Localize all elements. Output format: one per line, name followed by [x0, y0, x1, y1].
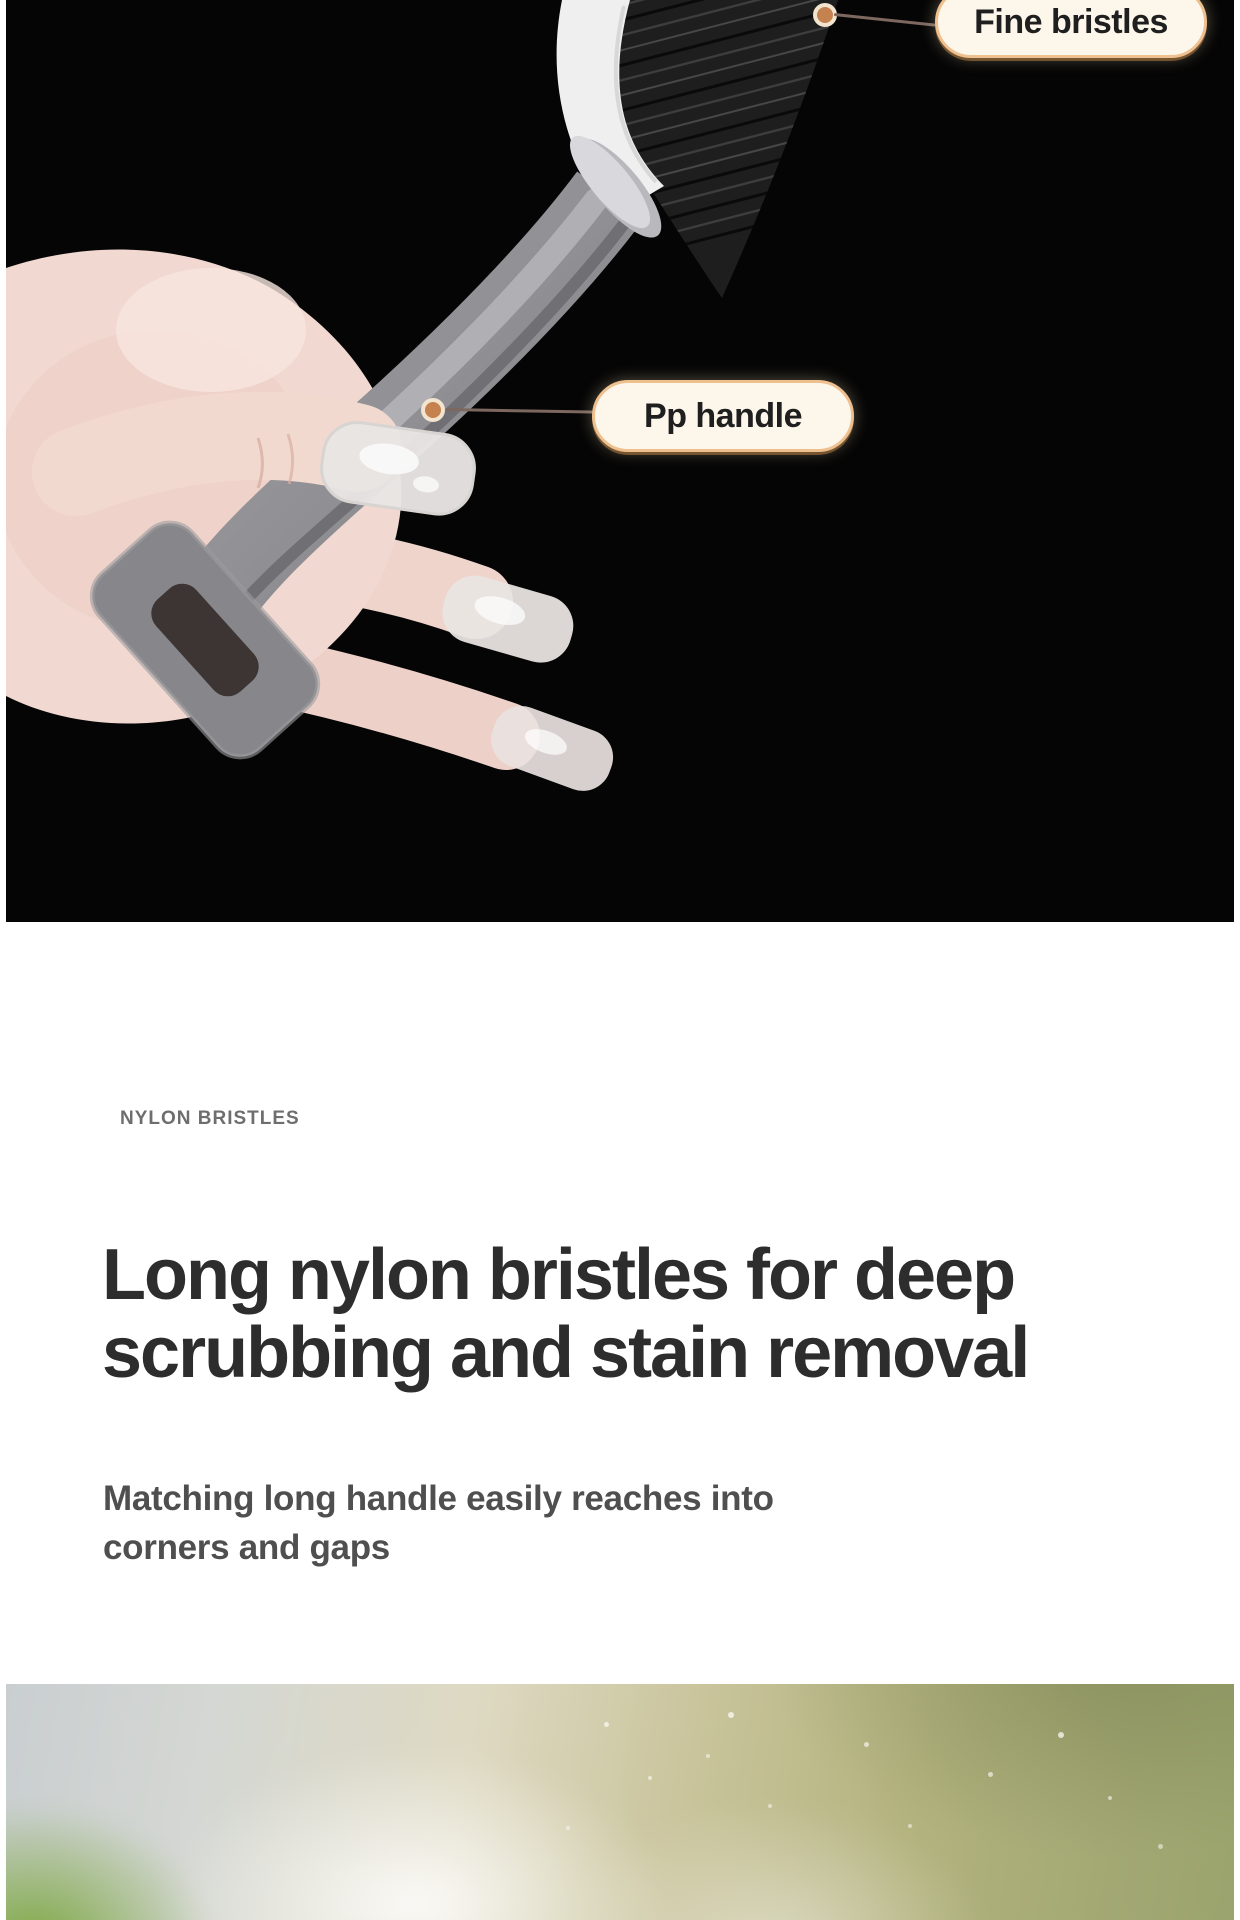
water-droplet	[768, 1804, 772, 1808]
water-droplet	[706, 1754, 710, 1758]
water-droplet	[1108, 1796, 1112, 1800]
heading-line-2: scrubbing and stain removal	[102, 1313, 1029, 1393]
pp-handle-label-text: Pp handle	[644, 396, 802, 435]
pp-handle-callout-label	[592, 380, 854, 452]
section-heading	[102, 1236, 1028, 1392]
blurred-scene	[6, 1684, 1234, 1920]
water-droplet	[604, 1722, 609, 1727]
lifestyle-photo-blurred-window	[6, 1684, 1234, 1920]
water-droplet	[1158, 1844, 1163, 1849]
section-eyebrow: NYLON BRISTLES	[120, 1108, 300, 1129]
fine-bristles-callout-label	[935, 0, 1207, 58]
heading-line-1: Long nylon bristles for deep	[102, 1235, 1015, 1315]
water-droplet	[864, 1742, 869, 1747]
section-subtext	[103, 1474, 774, 1572]
subtext-line-1: Matching long handle easily reaches into	[103, 1479, 774, 1518]
water-droplet	[648, 1776, 652, 1780]
water-droplet	[728, 1712, 734, 1718]
water-droplet	[988, 1772, 993, 1777]
water-droplet	[1058, 1732, 1064, 1738]
fine-bristles-label-text: Fine bristles	[974, 2, 1168, 41]
water-droplet	[566, 1826, 570, 1830]
subtext-line-2: corners and gaps	[103, 1528, 390, 1567]
pp-handle-callout-dot	[421, 398, 445, 422]
hero-product-photo	[6, 0, 1234, 922]
brush-photo-illustration	[6, 0, 1234, 922]
water-droplet	[908, 1824, 912, 1828]
